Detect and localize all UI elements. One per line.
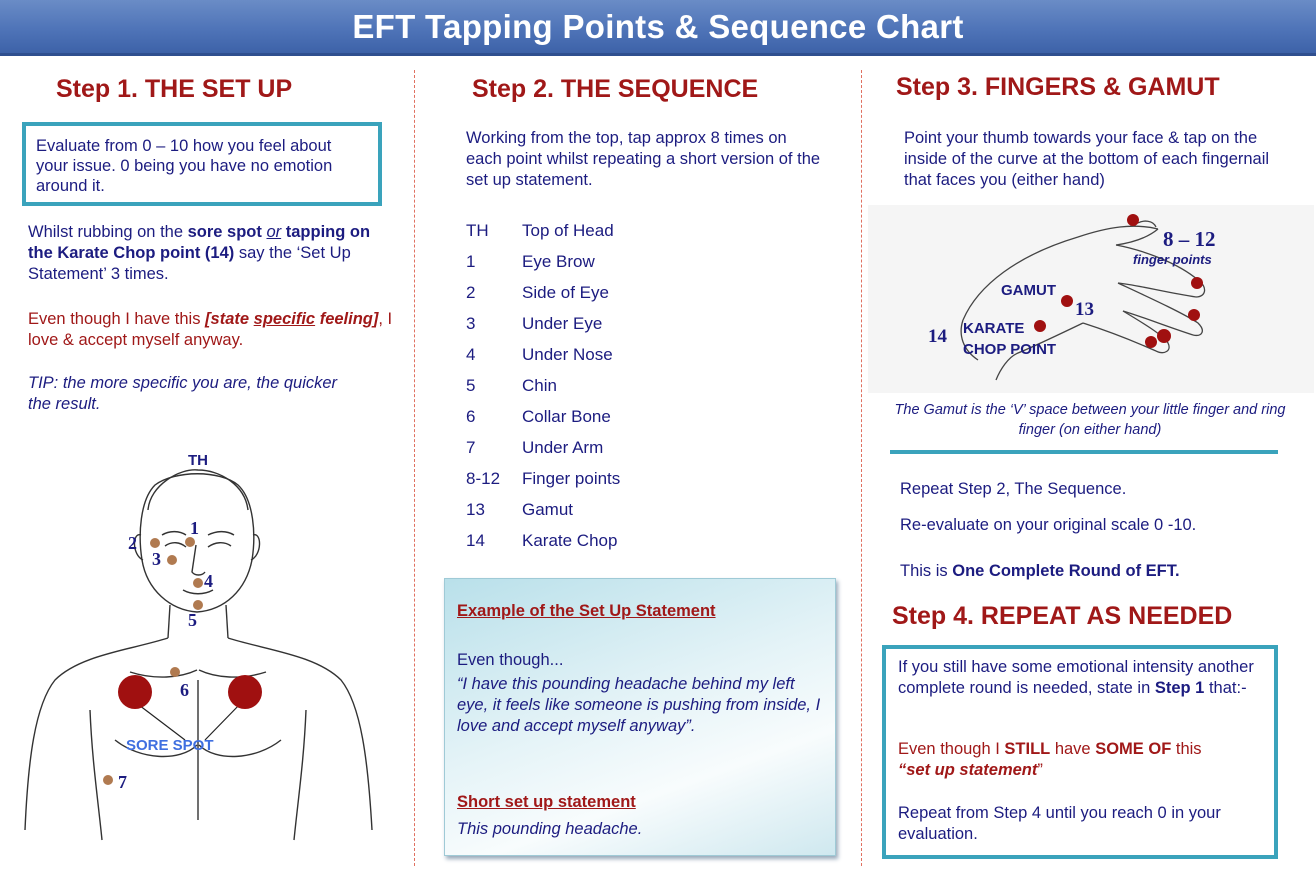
reevaluate-line: Re-evaluate on your original scale 0 -10. xyxy=(900,516,1197,534)
sequence-item: 3 Under Eye xyxy=(466,313,603,333)
page-header xyxy=(0,0,1316,56)
label-th: TH xyxy=(188,452,208,469)
step1-tip: TIP: the more specific you are, the quicker the result. xyxy=(28,374,338,413)
example-box xyxy=(444,578,836,856)
sequence-item: TH Top of Head xyxy=(466,220,614,240)
label-point-1: 1 xyxy=(190,518,199,538)
sequence-item: 7 Under Arm xyxy=(466,437,604,457)
body-tapping-figure xyxy=(20,440,400,850)
complete-round-line: This is One Complete Round of EFT. xyxy=(900,562,1180,580)
example-quote: “I have this pounding headache behind my left eye, it feels like someone is pushing from inside, I love and accept myself anyway”. xyxy=(457,675,821,735)
step2-intro: Working from the top, tap approx 8 times on each point whilst repeating a short version of the set up statement. xyxy=(466,129,821,189)
step3-separator xyxy=(890,450,1278,454)
label-gamut: GAMUT xyxy=(1001,282,1056,299)
sequence-item: 4 Under Nose xyxy=(466,344,613,364)
sequence-item: 8-12 Finger points xyxy=(466,468,621,488)
short-statement-heading: Short set up statement xyxy=(457,793,636,811)
label-point-14: 14 xyxy=(928,326,947,347)
step1-rub-text: Whilst rubbing on the sore spot or tapping on the Karate Chop point (14) say the ‘Set Up Statement’ 3 times. xyxy=(28,223,371,283)
label-point-2: 2 xyxy=(128,533,137,553)
step4-even-though: Even though I STILL have SOME OF this “set up statement” xyxy=(898,740,1202,779)
label-finger-points: finger points xyxy=(1133,252,1212,267)
sequence-list xyxy=(466,215,620,556)
step1-title: Step 1. THE SET UP xyxy=(56,75,293,103)
sequence-item: 5 Chin xyxy=(466,375,557,395)
label-sore-spot: SORE SPOT xyxy=(126,737,214,754)
label-chop-point: CHOP POINT xyxy=(963,341,1057,358)
sequence-item: 2 Side of Eye xyxy=(466,282,609,302)
step4-para3: Repeat from Step 4 until you reach 0 in your evaluation. xyxy=(898,804,1221,843)
sequence-item: 1 Eye Brow xyxy=(466,251,595,271)
step3-intro: Point your thumb towards your face & tap on the inside of the curve at the bottom of each fingernail that faces you (either hand) xyxy=(904,129,1270,189)
step1-evaluate-box xyxy=(22,122,382,206)
repeat-step2-line: Repeat Step 2, The Sequence. xyxy=(900,480,1127,498)
label-point-7: 7 xyxy=(118,772,127,792)
label-range-8-12: 8 – 12 xyxy=(1163,227,1216,251)
label-point-5: 5 xyxy=(188,610,197,630)
gamut-note: The Gamut is the ‘V’ space between your little finger and ring finger (on either hand) xyxy=(894,402,1286,438)
page-title: EFT Tapping Points & Sequence Chart xyxy=(352,8,964,45)
label-point-4: 4 xyxy=(204,571,213,591)
label-point-6: 6 xyxy=(180,680,189,700)
step4-box xyxy=(882,645,1278,859)
sequence-item: 14 Karate Chop xyxy=(466,530,618,550)
label-karate: KARATE xyxy=(963,320,1025,337)
label-point-3: 3 xyxy=(152,549,161,569)
step4-para1: If you still have some emotional intensity another complete round is needed, state in Step 1 that:- xyxy=(898,658,1254,697)
step2-title: Step 2. THE SEQUENCE xyxy=(472,75,759,103)
step1-evaluate-text: Evaluate from 0 – 10 how you feel about your issue. 0 being you have no emotion around it. xyxy=(36,137,333,195)
column-divider-1 xyxy=(414,70,415,866)
short-statement-text: This pounding headache. xyxy=(457,820,643,838)
step3-title: Step 3. FINGERS & GAMUT xyxy=(896,73,1220,101)
step1-even-though: Even though I have this [state specific feeling], I love & accept myself anyway. xyxy=(28,310,393,349)
example-even-though: Even though... xyxy=(457,651,564,669)
step4-title: Step 4. REPEAT AS NEEDED xyxy=(892,602,1233,630)
label-point-13: 13 xyxy=(1075,299,1094,320)
sequence-item: 13 Gamut xyxy=(466,499,574,519)
example-heading: Example of the Set Up Statement xyxy=(457,602,716,620)
column-divider-2 xyxy=(861,70,862,866)
sequence-item: 6 Collar Bone xyxy=(466,406,611,426)
